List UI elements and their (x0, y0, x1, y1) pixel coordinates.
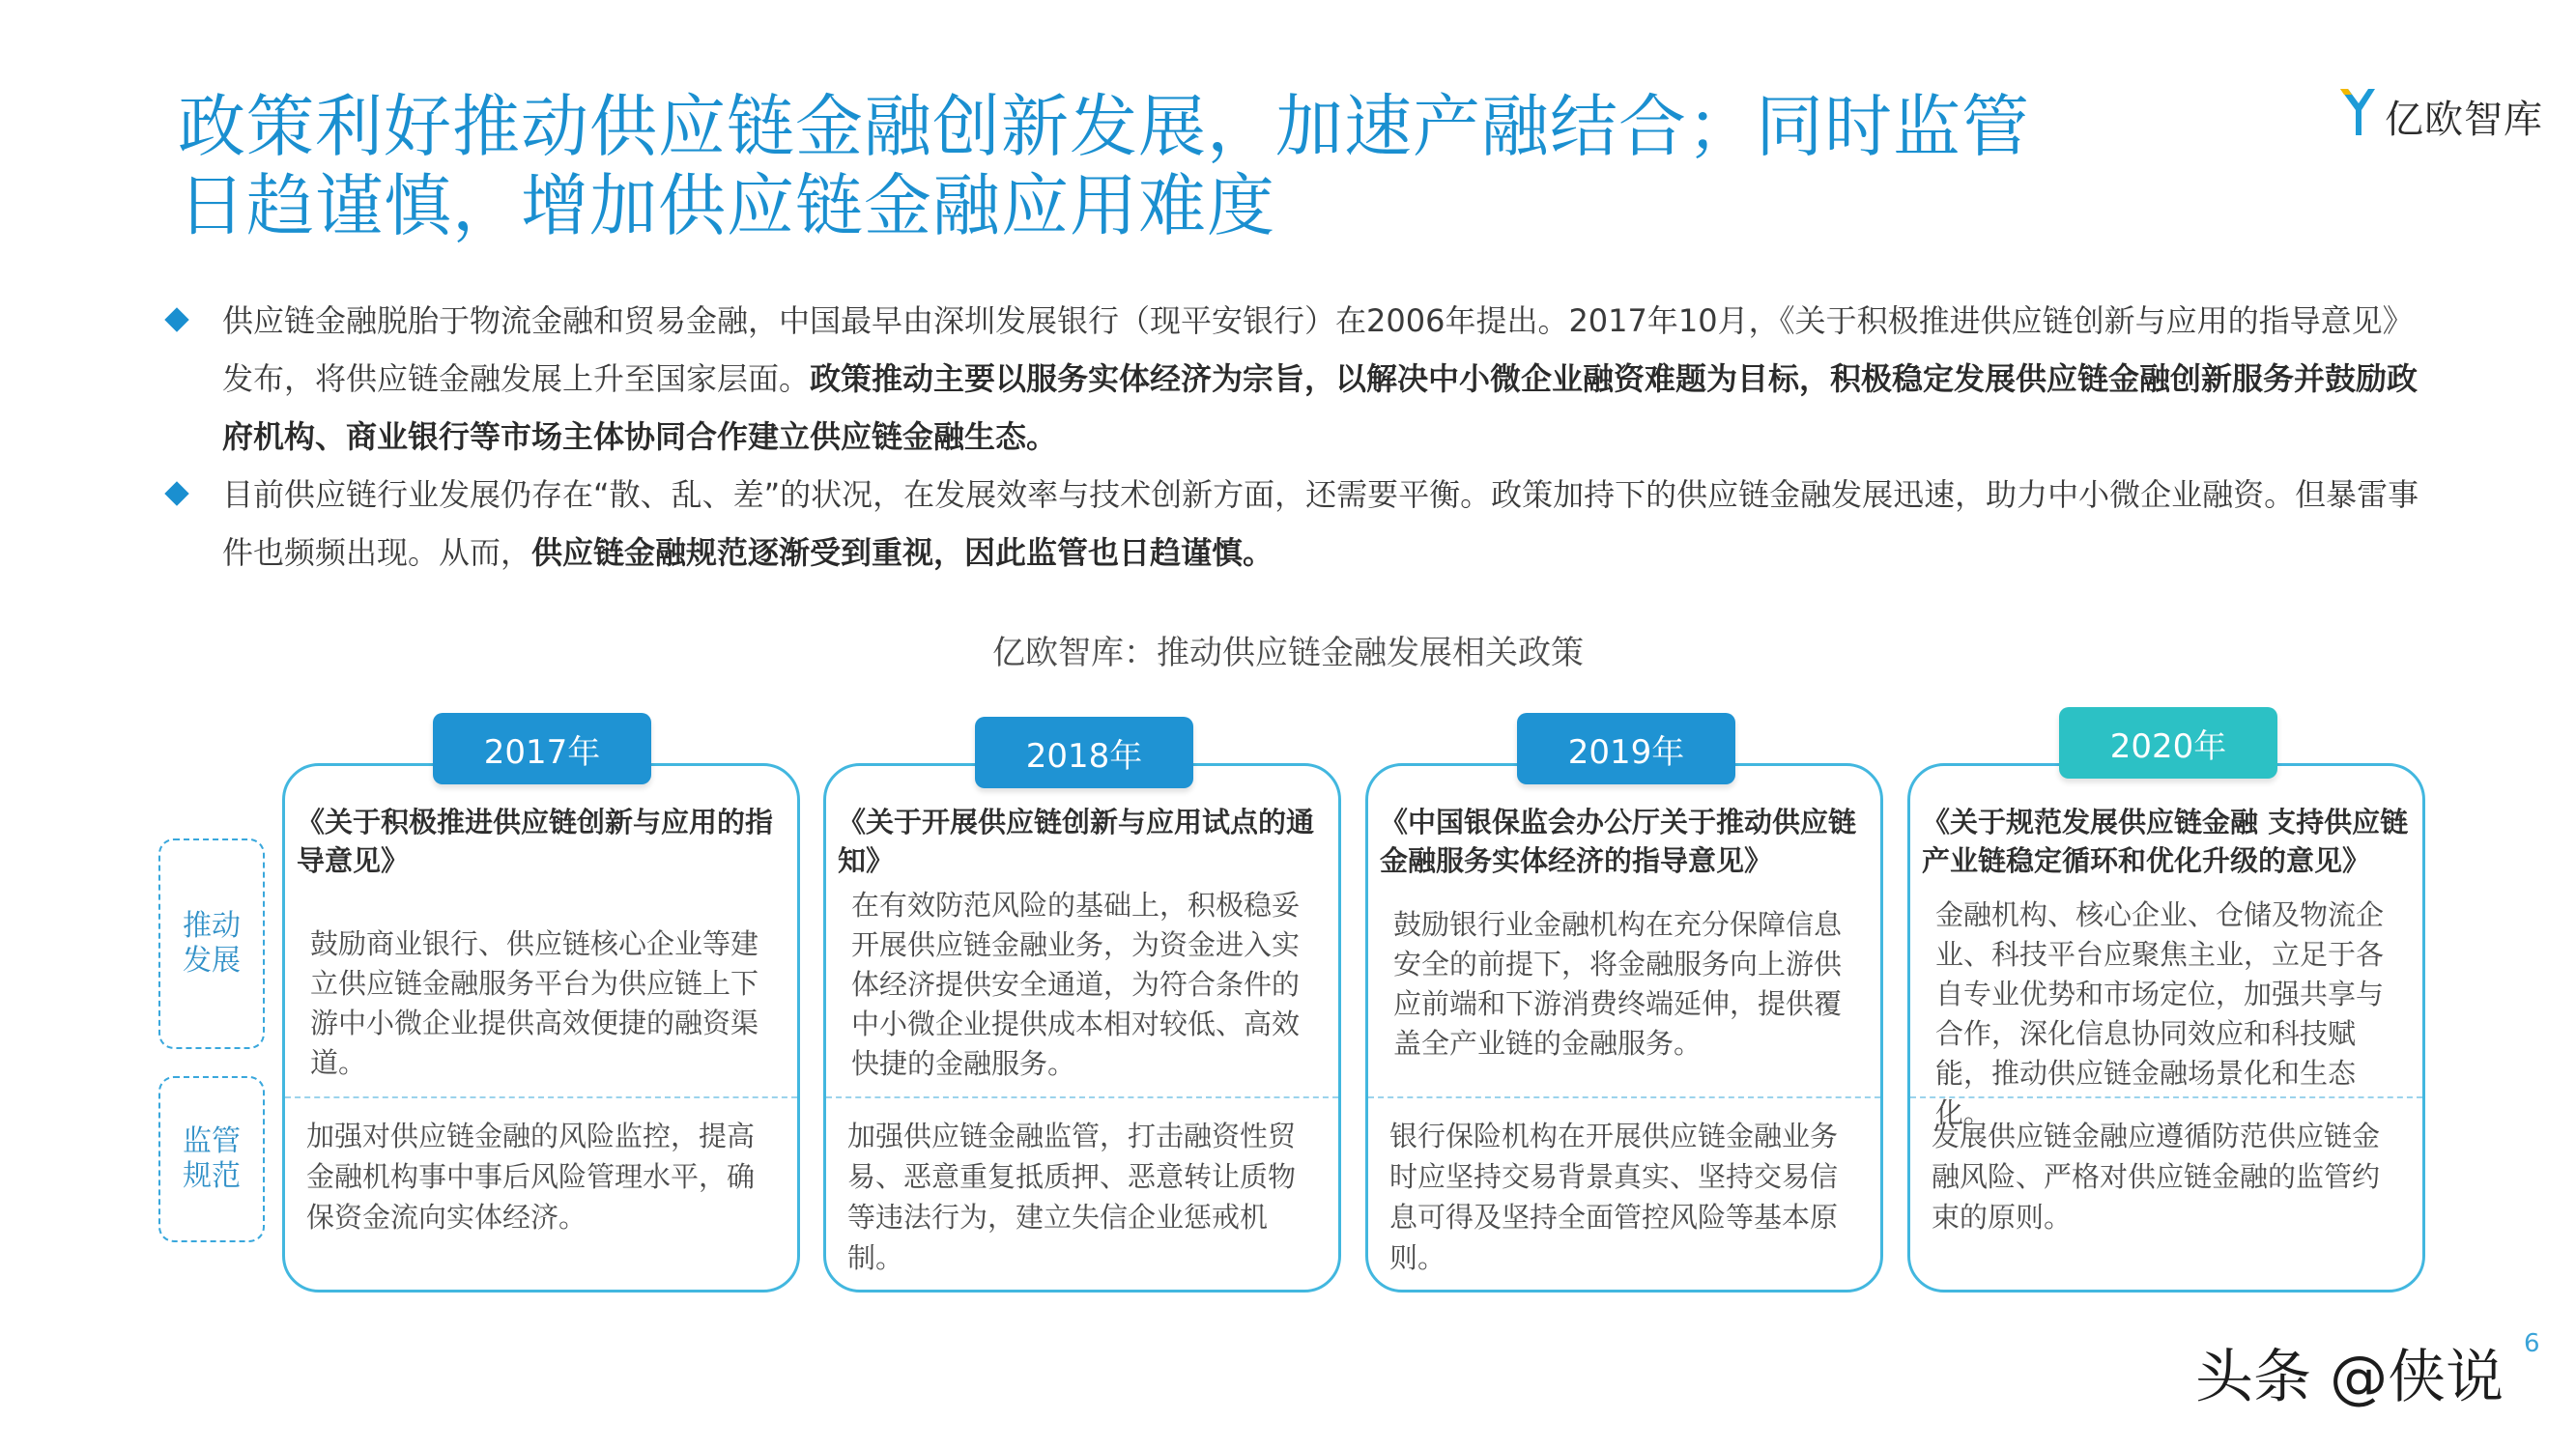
bullet-emphasis: 政策推动主要以服务实体经济为宗旨，以解决中小微企业融资难题为目标，积极稳定发展供应链金融创新服务并鼓励政府机构、商业银行等市场主体协同合作建立供应链金融生态。 (222, 360, 2419, 455)
promote-text: 在有效防范风险的基础上，积极稳妥开展供应链金融业务，为资金进入实体经济提供安全通道，为符合条件的中小微企业提供成本相对较低、高效快捷的金融服务。 (851, 889, 1301, 1080)
card-divider (1910, 1096, 2422, 1098)
promote-text: 鼓励商业银行、供应链核心企业等建立供应链金融服务平台为供应链上下游中小微企业提供高效便捷的融资渠道。 (310, 927, 759, 1079)
card-divider (285, 1096, 797, 1098)
regulate-text: 加强对供应链金融的风险监控，提高金融机构事中事后风险管理水平，确保资金流向实体经济。 (306, 1120, 756, 1234)
diamond-bullet-icon (164, 307, 188, 331)
regulate-text: 银行保险机构在开展供应链金融业务时应坚持交易背景真实、坚持交易信息可得及坚持全面管控风险等基本原则。 (1389, 1120, 1839, 1274)
summary-bullets (164, 292, 2435, 582)
promote-text: 金融机构、核心企业、仓储及物流企业、科技平台应聚焦主业，立足于各自专业优势和市场定位，加强共享与合作，深化信息协同效应和科技赋能，推动供应链金融场景化和生态化。 (1935, 898, 2385, 1129)
yiou-logo-icon (2338, 85, 2377, 139)
bullet-item (164, 466, 2435, 582)
page-title-line-2: 日趋谨慎，增加供应链金融应用难度 (178, 166, 1275, 245)
policy-card-2019 (1365, 763, 1883, 1293)
card-divider (826, 1096, 1338, 1098)
policy-title: 《关于开展供应链创新与应用试点的通知》 (838, 806, 1315, 877)
policy-title: 《关于规范发展供应链金融 支持供应链产业链稳定循环和优化升级的意见》 (1922, 806, 2409, 877)
row-label-promote-text: 推动发展 (183, 909, 241, 978)
row-label-regulate (158, 1076, 265, 1242)
bullet-emphasis: 供应链金融规范逐渐受到重视，因此监管也日趋谨慎。 (531, 534, 1274, 571)
bullet-text: 目前供应链行业发展仍存在“散、乱、差”的状况，在发展效率与技术创新方面，还需要平衡。政策加持下的供应链金融发展迅速，助力中小微企业融资。但暴雷事件也频频出现。从而， (222, 476, 2419, 571)
regulate-text: 加强供应链金融监管，打击融资性贸易、恶意重复抵质押、恶意转让质物等违法行为，建立失信企业惩戒机制。 (847, 1120, 1297, 1274)
page-title-line-1: 政策利好推动供应链金融创新发展，加速产融结合；同时监管 (178, 87, 2030, 166)
brand-name: 亿欧智库 (2385, 98, 2543, 142)
policy-card-2017 (282, 763, 800, 1293)
page-title (178, 87, 2030, 245)
year-tab-2018: 2018年 (975, 717, 1193, 788)
card-divider (1368, 1096, 1880, 1098)
bullet-text: 供应链金融脱胎于物流金融和贸易金融，中国最早由深圳发展银行（现平安银行）在2006年提出。2017年10月，《关于积极推进供应链创新与应用的指导意见》发布，将供应链金融发展上升至国家层面。 (222, 302, 2414, 397)
policy-card-2018 (823, 763, 1341, 1293)
policy-card-2020 (1907, 763, 2425, 1293)
year-tab-2017: 2017年 (433, 713, 651, 784)
bullet-item (164, 292, 2435, 466)
year-tab-2020: 2020年 (2059, 707, 2277, 779)
diagram-title: 亿欧智库：推动供应链金融发展相关政策 (992, 634, 1584, 672)
row-label-regulate-text: 监管规范 (183, 1124, 241, 1193)
watermark: 头条 @侠说 (2195, 1344, 2504, 1411)
policy-title: 《中国银保监会办公厅关于推动供应链金融服务实体经济的指导意见》 (1380, 806, 1857, 877)
promote-text: 鼓励银行业金融机构在充分保障信息安全的前提下，将金融服务向上游供应前端和下游消费终端延伸，提供覆盖全产业链的金融服务。 (1393, 908, 1843, 1060)
row-label-promote (158, 838, 265, 1049)
policy-title: 《关于积极推进供应链创新与应用的指导意见》 (297, 806, 774, 877)
diamond-bullet-icon (164, 481, 188, 505)
regulate-text: 发展供应链金融应遵循防范供应链金融风险、严格对供应链金融的监管约束的原则。 (1932, 1120, 2381, 1234)
page-number: 6 (2524, 1329, 2540, 1358)
year-tab-2019: 2019年 (1517, 713, 1735, 784)
brand-logo (2338, 85, 2545, 141)
